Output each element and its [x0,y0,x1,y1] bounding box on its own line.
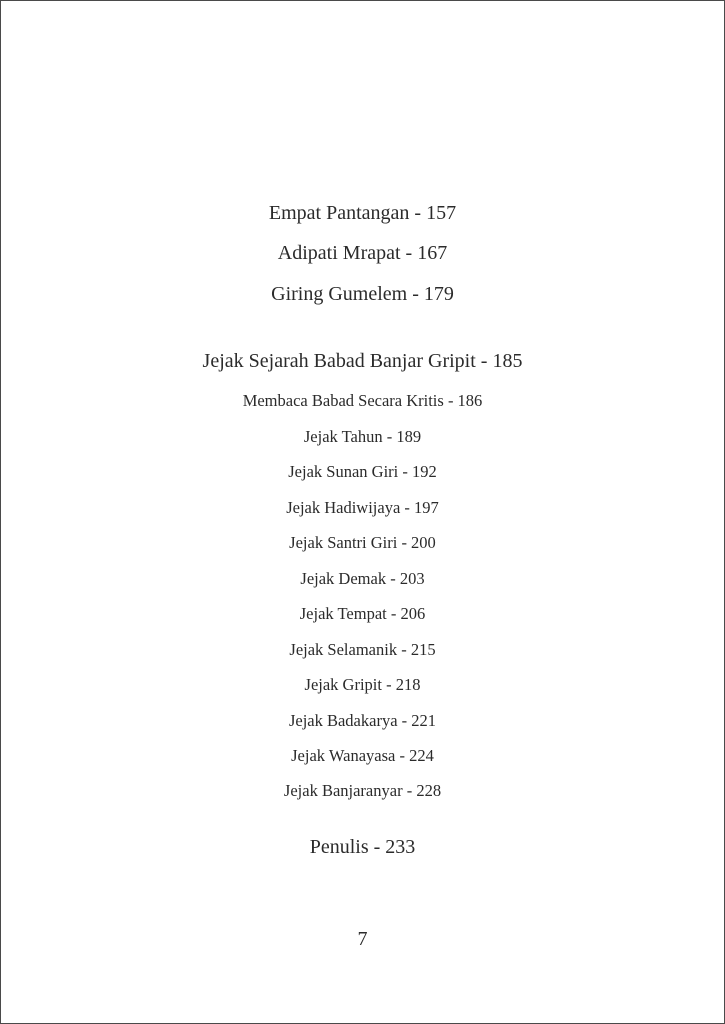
toc-section-title: Jejak Sejarah Babad Banjar Gripit - 185 [202,350,523,372]
toc-subentry: Jejak Demak - 203 [300,569,425,588]
toc-entry: Penulis - 233 [309,836,416,858]
toc-subentry: Jejak Badakarya - 221 [288,711,437,730]
toc-subentry: Jejak Gripit - 218 [304,675,421,694]
toc-subentry: Jejak Banjaranyar - 228 [283,781,442,800]
toc-subentry: Membaca Babad Secara Kritis - 186 [242,391,483,410]
toc-subentry: Jejak Wanayasa - 224 [291,746,434,765]
toc-subentry: Jejak Selamanik - 215 [289,640,436,659]
toc-entry: Adipati Mrapat - 167 [277,242,448,264]
toc-subentry: Jejak Tempat - 206 [299,604,426,623]
toc-subentry: Jejak Tahun - 189 [303,427,422,446]
toc-subentry: Jejak Sunan Giri - 192 [288,462,437,481]
toc-entry: Giring Gumelem - 179 [271,283,454,305]
toc-entry: Empat Pantangan - 157 [268,202,457,224]
page-number: 7 [357,928,368,950]
toc-subentry: Jejak Hadiwijaya - 197 [286,498,439,517]
toc-subentry: Jejak Santri Giri - 200 [289,533,436,552]
